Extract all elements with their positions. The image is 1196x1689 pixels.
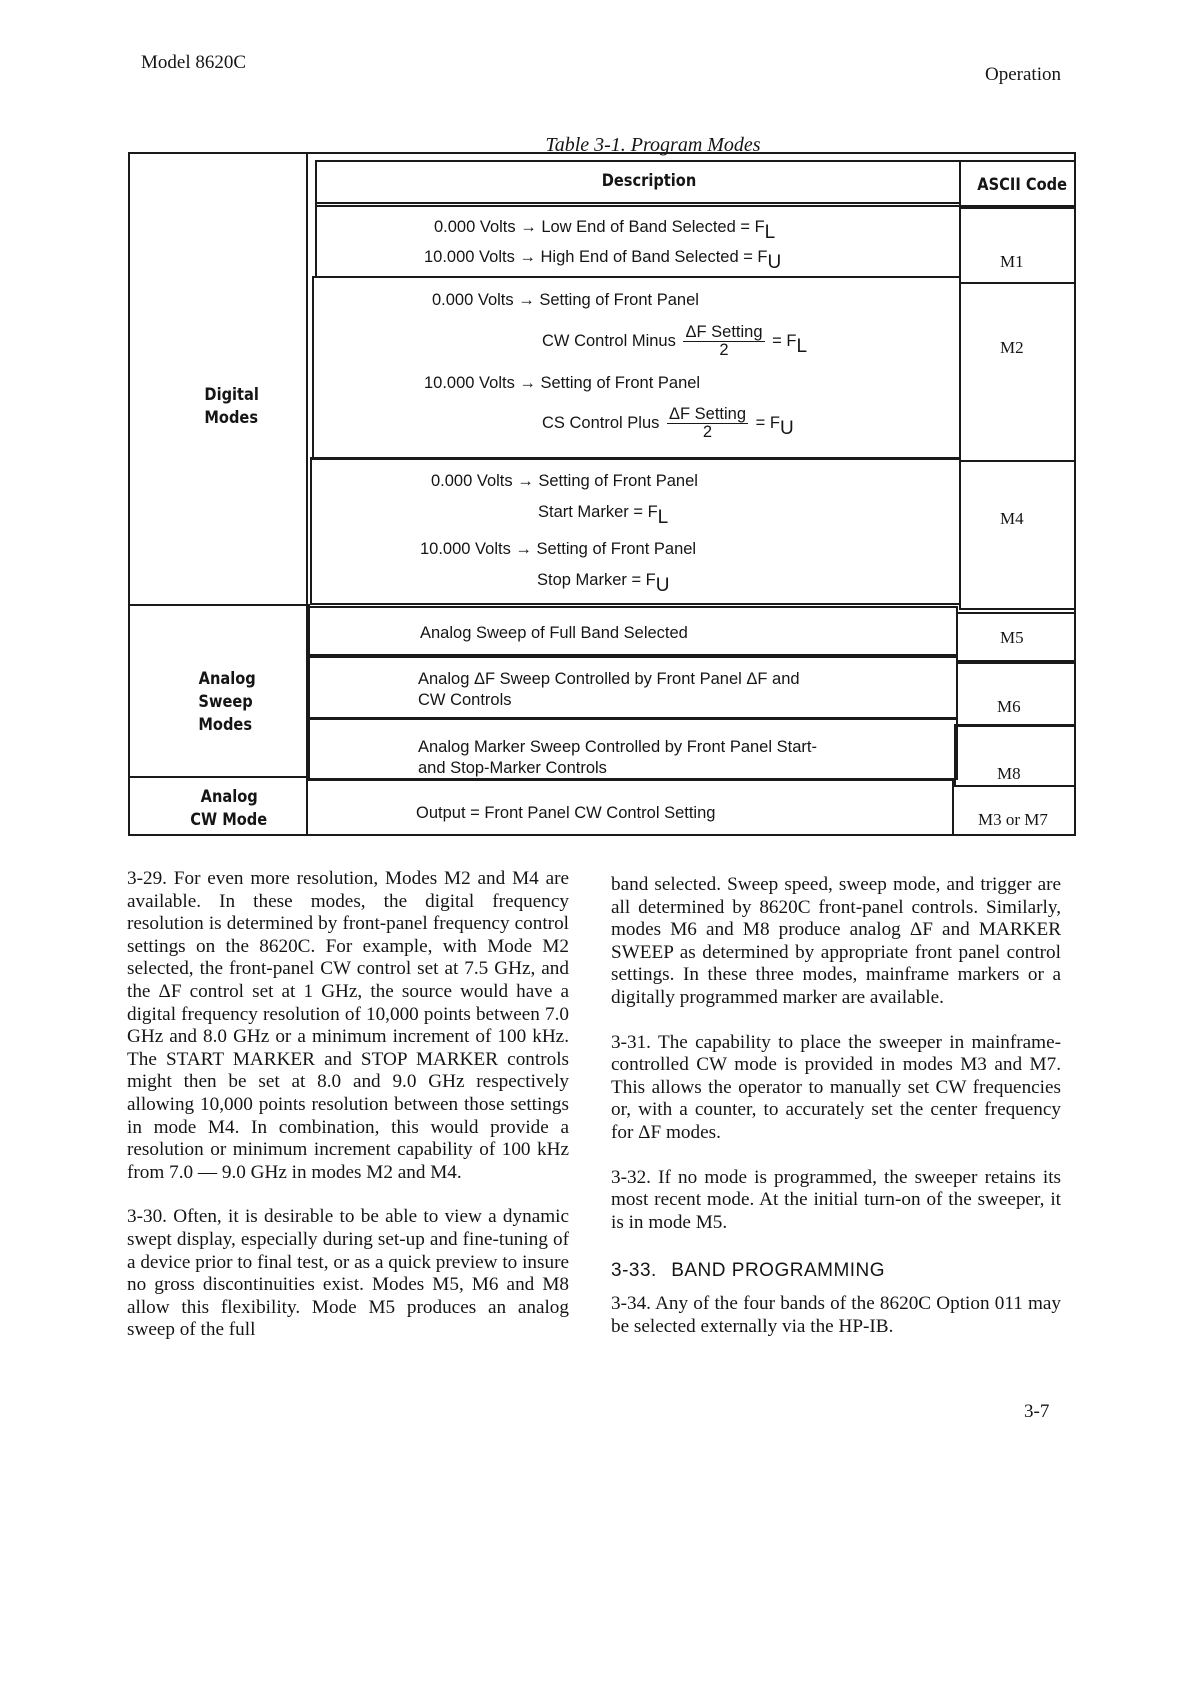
m2-line-1: 0.000 Volts → Setting of Front Panel [432,291,699,309]
section-title: BAND PROGRAMMING [671,1260,886,1282]
m2-line-4: CS Control Plus $\frac{\text{ΔF Setting}}{2}$ = $F_U$ [542,405,794,442]
m8-line-2: and Stop-Marker Controls [418,759,607,777]
code-m2: M2 [1000,338,1024,357]
code-m5: M5 [1000,628,1024,647]
paragraph-3-34: 3-34. Any of the four bands of the 8620C Option 011 may be selected externally via the HP-IB. [611,1292,1061,1337]
group-label-analog-sweep: Analog Sweep Modes [198,669,256,735]
group-label-analog-cw: Analog CW Mode [190,787,268,830]
m4-line-1: 0.000 Volts → Setting of Front Panel [431,472,698,490]
m2-fraction-minus: $\frac{\text{ΔF Setting}}{2}$ [685,323,763,360]
section-number: 3-33. [611,1260,657,1282]
m8-line-1: Analog Marker Sweep Controlled by Front Panel Start- [418,738,817,756]
m6-line-2: CW Controls [418,691,512,709]
m4-line-3: 10.000 Volts → Setting of Front Panel [420,540,697,558]
m1-line-1: 0.000 Volts → Low End of Band Selected = $F_L$ [434,218,776,243]
model-header: Model 8620C [141,52,247,73]
code-m6: M6 [997,697,1021,716]
m5-line-1: Analog Sweep of Full Band Selected [420,624,688,642]
paragraph-3-31: 3-31. The capability to place the sweeper in mainframe-controlled CW mode is provided in modes M3 and M7. This allows the operator to manually set CW frequencies or, with a counter, to accurately set the center frequency for ΔF modes. [611,1031,1061,1143]
body-left-column [127,868,569,1364]
table-caption: Table 3-1. Program Modes [545,134,761,156]
paragraph-continued: band selected. Sweep speed, sweep mode, and trigger are all determined by 8620C front-panel controls. Similarly, modes M6 and M8 produce analog ΔF and MARKER SWEEP as determined by appropriate front panel control settings. In these three modes, mainframe markers or a digitally programmed marker are available. [611,874,1061,1008]
m6-line-1: Analog ΔF Sweep Controlled by Front Panel ΔF and [418,670,800,688]
code-m8: M8 [997,764,1021,783]
section-header: Operation [985,64,1061,85]
m4-line-2: Start Marker = $F_L$ [538,503,669,528]
m4-line-4: Stop Marker = $F_U$ [537,571,670,596]
m1-line-2: 10.000 Volts → High End of Band Selected = $F_U$ [424,248,782,273]
m2-line-3: 10.000 Volts → Setting of Front Panel [424,374,701,392]
m2-line-2: CW Control Minus $\frac{\text{ΔF Setting}}{2}$ = $F_L$ [542,323,808,360]
code-m4: M4 [1000,509,1024,528]
group-label-digital: Digital Modes [204,385,259,428]
code-m1: M1 [1000,252,1024,271]
group-divider-digital [128,604,310,606]
label-column-divider [306,152,308,836]
column-header-description: Description [601,171,697,191]
body-right-column [611,874,1061,1360]
paragraph-3-32: 3-32. If no mode is programmed, the sweeper retains its most recent mode. At the initial turn-on of the sweeper, it is in mode M5. [611,1166,1061,1233]
section-heading-band-programming [611,1260,1061,1283]
code-m3-or-m7: M3 or M7 [978,810,1048,829]
m3m7-line-1: Output = Front Panel CW Control Setting [416,804,716,822]
page-number: 3-7 [1024,1401,1050,1422]
m2-fraction-plus: $\frac{\text{ΔF Setting}}{2}$ [668,405,747,442]
paragraph-3-29: 3-29. For even more resolution, Modes M2 and M4 are available. In these modes, the digital frequency resolution is determined by front-panel frequency control settings on the 8620C. For example, with Mode M2 selected, the front-panel CW control set at 7.5 GHz, and the ΔF control set at 1 GHz, the source would have a digital frequency resolution of 10,000 points between 7.0 GHz and 8.0 GHz or a minimum increment of 100 kHz. The START MARKER and STOP MARKER controls might then be set at 8.0 and 9.0 GHz respectively allowing 10,000 points resolution between those settings in mode M4. In combination, this would provide a resolution or minimum increment capability of 100 kHz from 7.0 — 9.0 GHz in modes M2 and M4. [127,868,569,1183]
column-header-ascii: ASCII Code [977,175,1068,195]
row-m4-code [959,460,1076,610]
paragraph-3-30: 3-30. Often, it is desirable to be able to view a dynamic swept display, especially during set-up and fine-tuning of a device prior to final test, or as a quick preview to insure no gross discontinuities exist. Modes M5, M6 and M8 allow this flexibility. Mode M5 produces an analog sweep of the full [127,1206,569,1341]
group-divider-analog [128,776,308,778]
row-m2-code [959,282,1076,462]
row-m1-code [959,207,1076,284]
